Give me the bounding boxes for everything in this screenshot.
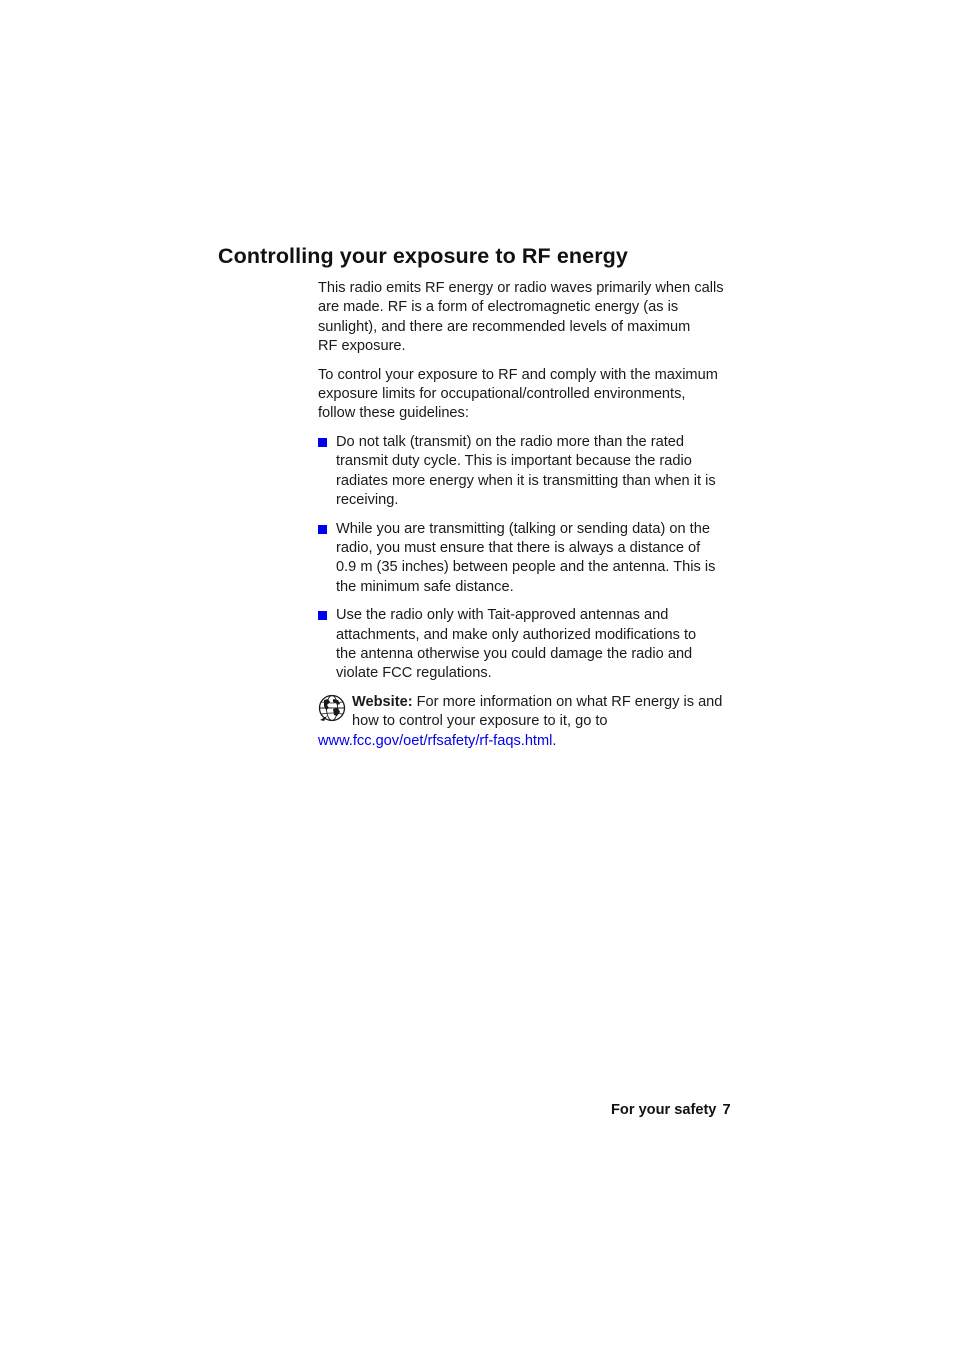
square-bullet-icon (318, 611, 327, 620)
text-line: RF exposure. (318, 337, 406, 354)
text-line: violate FCC regulations. (336, 665, 492, 682)
globe-icon (318, 694, 346, 722)
square-bullet-icon (318, 525, 327, 534)
website-note (318, 693, 742, 751)
note-line (318, 693, 742, 712)
page-heading: Controlling your exposure to RF energy (218, 244, 628, 268)
intro-paragraph (318, 279, 742, 356)
list-item (318, 606, 742, 683)
text-line: To control your exposure to RF and comply with the maximum (318, 366, 718, 383)
footer-section-title: For your safety (611, 1102, 717, 1118)
text-line: radio, you must ensure that there is always a distance of (336, 540, 701, 557)
text-line: are made. RF is a form of electromagnetic energy (as is (318, 299, 679, 316)
list-item (318, 433, 742, 510)
text-line: follow these guidelines: (318, 405, 469, 422)
link-trailing-period: . (552, 732, 557, 749)
text-line: exposure limits for occupational/controlled environments, (318, 385, 686, 402)
text-line: While you are transmitting (talking or sending data) on the (336, 520, 710, 537)
note-text: For more information on what RF energy is and (416, 694, 723, 711)
text-line: sunlight), and there are recommended levels of maximum (318, 318, 691, 335)
note-link-line (318, 732, 742, 751)
body-column (318, 279, 742, 751)
text-line: This radio emits RF energy or radio waves primarily when calls (318, 280, 724, 296)
note-line: how to control your exposure to it, go to (352, 713, 608, 730)
text-line: radiates more energy when it is transmitting than when it is (336, 472, 716, 489)
text-line: transmit duty cycle. This is important because the radio (336, 453, 692, 470)
text-line: the antenna otherwise you could damage the radio and (336, 646, 693, 663)
text-line: receiving. (336, 491, 399, 508)
text-line: 0.9 m (35 inches) between people and the antenna. This is (336, 559, 716, 576)
guidelines-intro-paragraph (318, 366, 742, 424)
page-number: 7 (722, 1102, 731, 1118)
text-line: Use the radio only with Tait-approved antennas and (336, 607, 669, 624)
fcc-website-link[interactable]: www.fcc.gov/oet/rfsafety/rf-faqs.html (318, 732, 553, 749)
page-footer (611, 1102, 731, 1118)
square-bullet-icon (318, 438, 327, 447)
text-line: attachments, and make only authorized modifications to (336, 626, 697, 643)
list-item (318, 520, 742, 597)
guidelines-list (318, 433, 742, 684)
website-label: Website: (352, 694, 413, 711)
text-line: Do not talk (transmit) on the radio more than the rated (336, 434, 684, 451)
text-line: the minimum safe distance. (336, 578, 514, 595)
